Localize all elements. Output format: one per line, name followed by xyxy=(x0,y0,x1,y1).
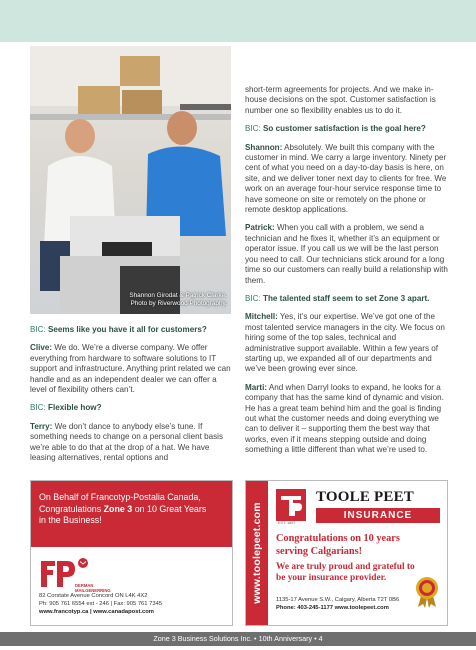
francotyp-address: 82 Corstate Avenue Concord ON L4K 4X2 xyxy=(39,593,148,599)
toolepeet-side-strip xyxy=(246,481,268,625)
toolepeet-congrats: Congratulations on 10 years serving Calgarians! xyxy=(276,533,400,557)
toolepeet-proud: We are truly proud and grateful to be your insurance provider. xyxy=(276,562,415,583)
answer-terry: Terry: We don’t dance to anybody else’s tune. If something needs to change on a personal client basis we’re able to do that at the drop of a hat. We have leasing alternatives, rental options and xyxy=(30,421,224,463)
answer-shannon: Shannon: Absolutely. We built this company with the customer in mind. We carry a large inventory. Ninety per cent of what you need on a day-to-day basis is here, on site, and we deliver toner next day to clients for free. We work on an average four-hour service response time to have someone on site or remotely on the phone or remote desktop applications. xyxy=(245,142,447,215)
toolepeet-est: EST. 1897 xyxy=(278,521,296,525)
question-3: BIC: So customer satisfaction is the goal here? xyxy=(245,124,426,134)
toolepeet-insurance-label: INSURANCE xyxy=(316,508,440,523)
francotyp-web[interactable]: www.francotyp.ca | www.canadapost.com xyxy=(39,609,154,615)
francotyp-phone: Ph: 905 761 6554 ext - 246 | Fax: 905 761 7345 xyxy=(39,601,163,607)
francotyp-line-2: Congratulations Zone 3 on 10 Great Years xyxy=(39,503,207,514)
question-2: BIC: Flexible how? xyxy=(30,403,102,413)
toolepeet-phone[interactable]: Phone: 403-245-1177 www.toolepeet.com xyxy=(276,605,389,612)
article-right-column xyxy=(245,85,448,464)
answer-marti: Marti: And when Darryl looks to expand, he looks for a company that has the same kind of dynamic and vision. He has a great team behind him and the goal is finding out what the customer needs and doing everything we can to deliver it – supporting them the best way that works, even if it means stepping outside and doing something a little different than what we’re used to. xyxy=(245,382,444,455)
answer-mitchell: Mitchell: Yes, it’s our expertise. We’ve got one of the most talented service managers in the city. We focus on hiring some of the top sales, technical and administrative support available. Within a few years of starting up, we expanded all of our departments and we’ve been growing ever since. xyxy=(245,312,445,374)
question-1: BIC: Seems like you have it all for customers? xyxy=(30,325,207,334)
answer-patrick: Patrick: When you call with a problem, we send a technician and he fixes it, whether it’s an equipment or operator issue. If you call us we will be the last person you need to call. Our technicians stick around for a long time so our customers can really build a relationship with them. xyxy=(245,223,448,285)
francotyp-line-3: in the Business! xyxy=(39,515,102,526)
photo-caption: Shannon Girodat & Patrick Clarke. Photo by Riverwood Photography. xyxy=(129,292,227,307)
question-4: BIC: The talented staff seem to set Zone 3 apart. xyxy=(245,293,430,303)
page-footer: Zone 3 Business Solutions Inc. • 10th Anniversary • 4 xyxy=(0,632,476,646)
fp-logo-subtext: DERMAN MAILGENERRING xyxy=(75,583,111,593)
francotyp-contact xyxy=(39,592,162,616)
toolepeet-logo-icon xyxy=(276,489,306,521)
toolepeet-name: TOOLE PEET xyxy=(316,489,415,505)
toolepeet-vertical-url[interactable]: www.toolepeet.com xyxy=(251,502,263,604)
toolepeet-ad xyxy=(245,480,448,626)
top-color-band xyxy=(0,0,476,42)
article-left-column xyxy=(30,325,233,471)
continuation-paragraph: short-term agreements for projects. And we make in-house decisions on the spot. Customer satisfaction is number one so flexibility enables us to do it. xyxy=(245,85,436,115)
article-photo xyxy=(30,46,231,314)
award-badge-icon xyxy=(414,576,440,608)
francotyp-congrats-banner xyxy=(31,481,232,547)
answer-clive: Clive: We do. We’re a diverse company. We offer everything from hardware to software solutions to IT support and infrastructure. Anything print related we can handle and as an independent dealer we can offer a level of flexibility others can’t. xyxy=(30,343,231,395)
francotyp-ad xyxy=(30,480,233,626)
toolepeet-address: 1135-17 Avenue S.W., Calgary, Alberta T2T 0B6 xyxy=(276,597,400,603)
photo-illustration xyxy=(30,46,231,314)
toolepeet-contact xyxy=(276,596,414,613)
francotyp-line-1: On Behalf of Francotyp-Postalia Canada, xyxy=(39,492,201,502)
